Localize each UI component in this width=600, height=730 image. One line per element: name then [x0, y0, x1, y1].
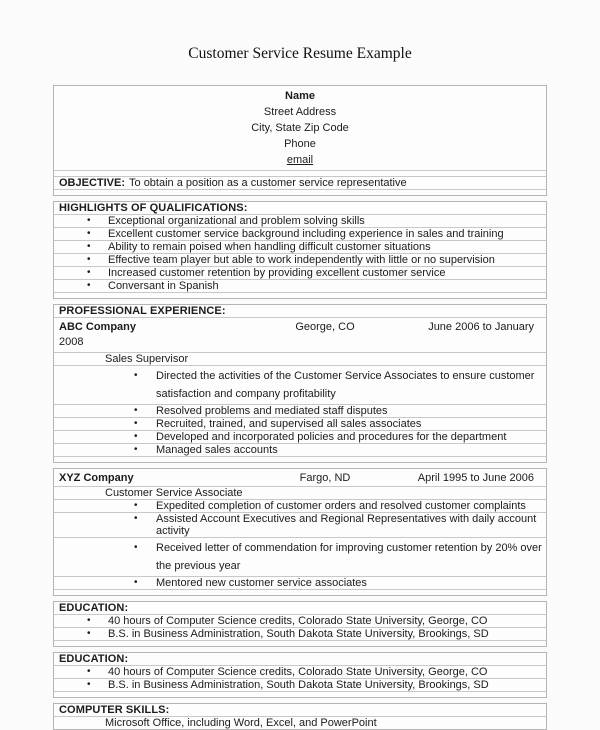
bullet-icon: • [134, 431, 138, 442]
job-bullet-text: Directed the activities of the Customer Service Associates to ensure customer satisfaction and company profitability [156, 370, 535, 400]
contact-city-state-zip: City, State Zip Code [251, 122, 349, 134]
qualification-item [54, 227, 546, 240]
qualification-text: Ability to remain poised when handling difficult customer situations [108, 241, 431, 253]
resume-sheet [53, 85, 547, 730]
job-bullet [54, 365, 546, 404]
spacer-row [54, 189, 546, 195]
bullet-icon: • [87, 615, 91, 626]
contact-street: Street Address [263, 106, 337, 118]
bullet-icon: • [87, 241, 91, 252]
job-bullet [54, 576, 546, 589]
employment-dates-wrap: 2008 [59, 336, 84, 348]
spacer-row [54, 640, 546, 646]
job-bullet-text: Managed sales accounts [156, 444, 278, 456]
bullet-icon: • [134, 370, 138, 381]
bullet-icon: • [134, 513, 138, 524]
education-text: 40 hours of Computer Science credits, Colorado State University, George, CO [108, 666, 488, 678]
qualifications-heading: HIGHLIGHTS OF QUALIFICATIONS: [59, 202, 248, 214]
qualification-item [54, 266, 546, 279]
education-text: B.S. in Business Administration, South Dakota State University, Brookings, SD [108, 628, 489, 640]
company-location: George, CO [295, 321, 355, 333]
qualification-text: Increased customer retention by providing excellent customer service [108, 267, 446, 279]
job-bullet [54, 499, 546, 512]
bullet-icon: • [87, 215, 91, 226]
bullet-icon: • [87, 228, 91, 239]
email-link[interactable]: email [286, 154, 314, 166]
education-item [54, 614, 546, 627]
contact-name: Name [285, 90, 315, 102]
education-text: B.S. in Business Administration, South Dakota State University, Brookings, SD [108, 679, 489, 691]
spacer-row [54, 589, 546, 595]
qualification-text: Conversant in Spanish [108, 280, 219, 292]
job-bullet-text: Mentored new customer service associates [156, 577, 367, 589]
job-bullet-text: Expedited completion of customer orders and resolved customer complaints [156, 500, 526, 512]
contact-block [54, 86, 546, 170]
employment-dates: June 2006 to January [428, 321, 534, 333]
job-bullet [54, 404, 546, 417]
job-bullet-text: Assisted Account Executives and Regional Representatives with daily account activity [156, 513, 537, 537]
education-table-1 [53, 601, 547, 647]
bullet-icon: • [87, 280, 91, 291]
qualification-item [54, 214, 546, 227]
education-item [54, 665, 546, 678]
job-role: Customer Service Associate [54, 486, 546, 499]
bullet-icon: • [134, 542, 138, 553]
job-bullet-text: Developed and incorporated policies and procedures for the department [156, 431, 507, 443]
qualification-text: Exceptional organizational and problem solving skills [108, 215, 365, 227]
bullet-icon: • [87, 267, 91, 278]
bullet-icon: • [134, 405, 138, 416]
computer-skills-text: Microsoft Office, including Word, Excel, and PowerPoint [54, 716, 546, 729]
bullet-icon: • [134, 418, 138, 429]
job-role: Sales Supervisor [54, 352, 546, 365]
experience-table-xyz [53, 468, 547, 596]
computer-skills-table [53, 703, 547, 730]
contact-objective-table [53, 85, 547, 196]
spacer-row [54, 456, 546, 462]
bullet-icon: • [87, 666, 91, 677]
objective-text: To obtain a position as a customer service representative [129, 177, 407, 189]
company-location: Fargo, ND [299, 472, 351, 484]
education-item [54, 627, 546, 640]
job-bullet-text: Received letter of commendation for improving customer retention by 20% over the previous year [156, 542, 542, 572]
company-name: XYZ Company [59, 472, 134, 484]
education-table-2 [53, 652, 547, 698]
job-header [54, 469, 546, 486]
page-title: Customer Service Resume Example [188, 45, 412, 62]
bullet-icon: • [134, 444, 138, 455]
objective-label: OBJECTIVE: [59, 177, 126, 189]
job-bullet-text: Recruited, trained, and supervised all sales associates [156, 418, 422, 430]
bullet-icon: • [134, 500, 138, 511]
spacer-row [54, 691, 546, 697]
qualification-text: Effective team player but able to work independently with little or no supervision [108, 254, 495, 266]
bullet-icon: • [87, 679, 91, 690]
spacer-row [54, 292, 546, 298]
objective-row [54, 176, 546, 189]
job-bullet [54, 537, 546, 576]
job-bullet-text: Resolved problems and mediated staff disputes [156, 405, 388, 417]
education-heading: EDUCATION: [59, 602, 129, 614]
employment-dates: April 1995 to June 2006 [417, 472, 534, 484]
contact-phone: Phone [284, 138, 316, 150]
computer-skills-heading: COMPUTER SKILLS: [59, 704, 170, 716]
qualification-text: Excellent customer service background including experience in sales and training [108, 228, 504, 240]
qualifications-table [53, 201, 547, 299]
bullet-icon: • [134, 577, 138, 588]
job-bullet [54, 443, 546, 456]
company-name: ABC Company [59, 321, 137, 333]
education-heading: EDUCATION: [59, 653, 129, 665]
qualification-item [54, 240, 546, 253]
education-text: 40 hours of Computer Science credits, Colorado State University, George, CO [108, 615, 488, 627]
job-header [54, 317, 546, 352]
job-bullet [54, 430, 546, 443]
bullet-icon: • [87, 628, 91, 639]
job-bullet [54, 417, 546, 430]
bullet-icon: • [87, 254, 91, 265]
education-item [54, 678, 546, 691]
qualification-item [54, 279, 546, 292]
experience-table-abc [53, 304, 547, 463]
experience-heading: PROFESSIONAL EXPERIENCE: [59, 305, 226, 317]
qualification-item [54, 253, 546, 266]
job-bullet [54, 512, 546, 537]
